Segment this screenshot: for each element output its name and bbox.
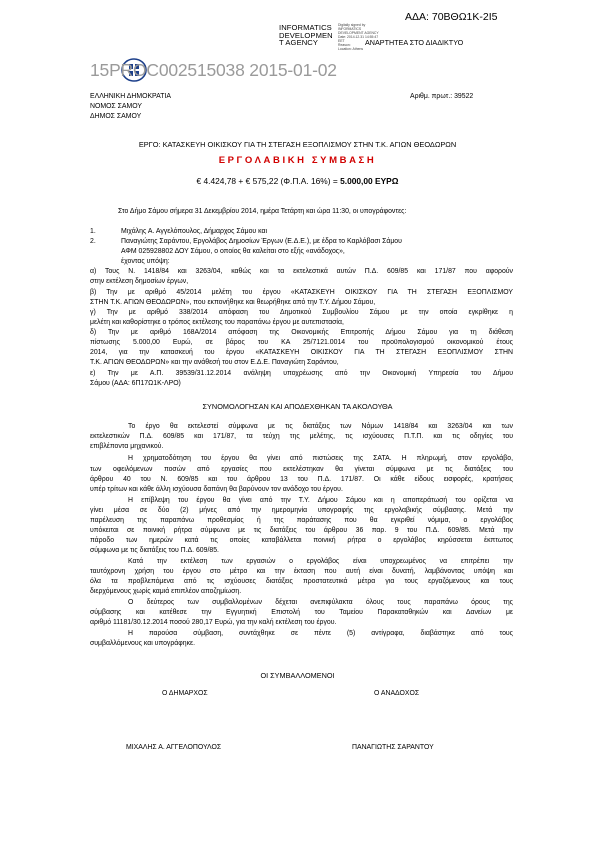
consideration-e-1: ε) Την με Α.Π. 39539/31.12.2014 ανάληψη υποχρέωσης από την Οικονομική Υπηρεσία του Δήμου: [90, 370, 513, 377]
para-1-line-2: εκτελεστικών Π.Δ. 609/85 και 171/87, τα τεύχη της μελέτης, τις ισχύουσες Π.Τ.Π. και τις οδηγίες του: [90, 433, 513, 440]
project-title: ΕΡΓΟ: ΚΑΤΑΣΚΕΥΗ ΟΙΚΙΣΚΟΥ ΓΙΑ ΤΗ ΣΤΕΓΑΣΗ ΕΞΟΠΛΙΣΜΟΥ ΣΤΗΝ Τ.Κ. ΑΓΙΩΝ ΘΕΟΔΩΡΩΝ: [138, 140, 457, 149]
para-5-line-2: σύμβασης και κατέθεσε την Εγγυητική Επιστολή του Ταμείου Παρακαταθηκών και Δανείων με: [90, 609, 513, 616]
party-2-text-1: Παναγιώτης Σαράντου, Εργολάβος Δημοσίων Έργων (Ε.Δ.Ε.), με έδρα το Καρλόβασι Σάμου: [121, 238, 402, 245]
contractor-name: ΠΑΝΑΓΙΩΤΗΣ ΣΑΡΑΝΤΟΥ: [352, 744, 434, 751]
para-3-line-5: πάροδο των ημερών κατά τις οποίες καταβάλλεται ποινική ρήτρα ο εργολάβος κηρύσσεται έκπτωτος: [90, 537, 513, 544]
consideration-c-2: μελέτη και καθορίστηκε ο τρόπος εκτέλεσης του παραπάνω έργου με αυτεπιστασία,: [90, 319, 344, 326]
para-3-line-6: σύμφωνα με τις διατάξεις του Π.Δ. 609/85.: [90, 547, 219, 554]
having-in-mind: έχοντας υπόψη:: [121, 258, 170, 265]
para-3-line-2: γίνει μέσα σε δύο (2) μήνες από την ημερομηνία υπογραφής της εργολαβικής σύμβασης. Μετά την: [90, 507, 513, 514]
consideration-a-2: στην εκτέλεση δημοσίων έργων,: [90, 278, 189, 285]
contractor-role: Ο ΑΝΑΔΟΧΟΣ: [374, 690, 420, 697]
para-3-line-3: παρέλευση της παραπάνω προθεσμίας ή της παράτασης που θα εγκριθεί νόμιμα, ο εργολάβος: [90, 517, 513, 524]
party-2-number: 2.: [90, 238, 96, 245]
contract-title: ΕΡΓΟΛΑΒΙΚΗ ΣΥΜΒΑΣΗ: [218, 155, 377, 166]
issuer-line-1: ΕΛΛΗΝΙΚΗ ΔΗΜΟΚΡΑΤΙΑ: [90, 93, 171, 100]
party-1-text: Μιχάλης Α. Αγγελόπουλος, Δήμαρχος Σάμου και: [121, 228, 267, 235]
para-1-line-3: επιβλέποντα μηχανικού.: [90, 443, 164, 450]
digital-signature-stamp: Digitally signed by INFORMATICS DEVELOPMENT AGENCY Date: 2014.12.31 14:55:47 EET Reason: Location: Athens: [338, 23, 379, 51]
ada-code: ΑΔΑ: 70ΒΘΩ1Κ-2Ι5: [405, 11, 498, 23]
issuer-line-2: ΝΟΜΟΣ ΣΑΜΟΥ: [90, 103, 142, 110]
para-4-line-1: Κατά την εκτέλεση των εργασιών ο εργολάβος είναι υποχρεωμένος να επιτρέπει την: [128, 558, 513, 565]
para-4-line-4: διερχόμενους χωρίς καμιά επιπλέον αποζημίωση.: [90, 588, 242, 595]
para-2-line-1: Η χρηματοδότηση του έργου θα γίνει από πιστώσεις της ΣΑΤΑ. Η πληρωμή, στον εργολάβο,: [128, 455, 513, 462]
para-6-line-2: συμβαλλόμενους και υπογράφηκε.: [90, 640, 196, 647]
para-4-line-2: ταυτόχρονη χρήση του έργου στο μέτρο και την έκταση που αυτή είναι δυνατή, λαμβάνοντας υπόψη και: [90, 568, 513, 575]
consideration-a-1: α) Τους Ν. 1418/84 και 3263/04, καθώς και τα εκτελεστικά αυτών Π.Δ. 609/85 και 171/87 που αφορούν: [90, 268, 513, 275]
para-5-line-1: Ο δεύτερος των συμβαλλομένων δέχεται ανεπιφύλακτα όλους τους παραπάνω όρους της: [128, 599, 513, 606]
para-2-line-2: των οφειλόμενων ποσών από εργασίες που εκτελέστηκαν θα γίνεται σύμφωνα με τις διατάξεις του: [90, 466, 513, 473]
para-5-line-3: αριθμό 11181/30.12.2014 ποσού 280,17 Ευρώ, για την καλή εκτέλεση του έργου.: [90, 619, 337, 626]
iat-label-1: INFORMATICS: [279, 23, 332, 32]
consideration-d-4: Τ.Κ. ΑΓΙΩΝ ΘΕΟΔΩΡΩΝ» και την ανάθεσή του στον Ε.Δ.Ε. Παναγιώτη Σαράντου,: [90, 359, 339, 366]
consideration-e-2: Σάμου (ΑΔΑ: 6Π17Ω1Κ-ΛΡΟ): [90, 380, 181, 387]
agreed-heading: ΣΥΝΟΜΟΛΟΓΗΣΑΝ ΚΑΙ ΑΠΟΔΕΧΘΗΚΑΝ ΤΑ ΑΚΟΛΟΥΘΑ: [202, 402, 393, 411]
posted-online-notice: ΑΝΑΡΤΗΤΕΑ ΣΤΟ ΔΙΑΔΙΚΤΥΟ: [365, 38, 464, 47]
para-3-line-1: Η επίβλεψη του έργου θα γίνει από την Τ.Υ. Δήμου Σάμου και η αποπεράτωσή του ορίζεται να: [128, 497, 513, 504]
intro-text: Στο Δήμο Σάμου σήμερα 31 Δεκεμβρίου 2014, ημέρα Τετάρτη και ώρα 11:30, οι υπογράφοντες:: [118, 208, 407, 215]
iat-label-2: DEVELOPMEN: [279, 30, 333, 40]
protocol-number: Αριθμ. πρωτ.: 39522: [410, 93, 474, 100]
consideration-b-1: β) Την με αριθμό 45/2014 μελέτη του έργου «ΚΑΤΑΣΚΕΥΗ ΟΙΚΙΣΚΟΥ ΓΙΑ ΤΗ ΣΤΕΓΑΣΗ ΕΞΟΠΛΙΣΜΟΥ: [90, 289, 513, 296]
signatories-heading: ΟΙ ΣΥΜΒΑΛΛΟΜΕΝΟΙ: [260, 671, 335, 680]
issuer-line-3: ΔΗΜΟΣ ΣΑΜΟΥ: [90, 113, 142, 120]
consideration-d-2: πίστωσης 5.000,00 Ευρώ, σε βάρος του ΚΑ 25/7121.0014 του προϋπολογισμού οικονομικού έτους: [90, 339, 513, 346]
para-6-line-1: Η παρούσα σύμβαση, συντάχθηκε σε πέντε (5) αντίγραφα, διαβάστηκε από τους: [128, 630, 513, 637]
watermark-text: 15PROC002515038 2015-01-02: [90, 60, 337, 80]
contract-amount: € 4.424,78 + € 575,22 (Φ.Π.Α. 16%) = 5.000,00 ΕΥΡΩ: [196, 176, 399, 186]
mayor-role: Ο ΔΗΜΑΡΧΟΣ: [162, 690, 208, 697]
para-2-line-3: άρθρου 40 του Ν. 609/85 και του άρθρου 13 του Π.Δ. 171/87. Οι κάθε είδους εισφορές, κρατήσεις: [90, 476, 513, 483]
para-1-line-1: Το έργο θα εκτελεστεί σύμφωνα με τις διατάξεις των Νόμων 1418/84 και 3263/04 και των: [128, 423, 513, 430]
para-4-line-3: όλα τα προβλεπόμενα από τις ισχύουσες διατάξεις προστατευτικά μέτρα για τους εργαζόμενους και τους: [90, 578, 513, 585]
para-2-line-4: υπέρ τρίτων και κάθε άλλη ισχύουσα δαπάνη θα βαρύνουν τον ανάδοχο του έργου.: [90, 486, 343, 493]
consideration-d-1: δ) Την με αριθμό 168Α/2014 απόφαση της Οικονομικής Επιτροπής Δήμου Σάμου για τη διάθεση: [90, 329, 513, 336]
para-3-line-4: υπόκειται σε ποινική ρήτρα σύμφωνα με τις διατάξεις του άρθρου 36 παρ. 9 του Π.Δ. 609/85. Μετά την: [90, 527, 513, 534]
consideration-b-2: ΣΤΗΝ Τ.Κ. ΑΓΙΩΝ ΘΕΟΔΩΡΩΝ», που εκπονήθηκε και θεωρήθηκε από την Τ.Υ. Δήμου Σάμου,: [90, 299, 376, 306]
consideration-c-1: γ) Την με αριθμό 338/2014 απόφαση του Δημοτικού Συμβουλίου Σάμου με την οποία εγκρίθηκε η: [90, 309, 513, 316]
consideration-d-3: 2014, για την κατασκευή του έργου «ΚΑΤΑΣΚΕΥΗ ΟΙΚΙΣΚΟΥ ΓΙΑ ΤΗ ΣΤΕΓΑΣΗ ΕΞΟΠΛΙΣΜΟΥ ΣΤΗΝ: [90, 349, 513, 356]
party-2-text-2: ΑΦΜ 025928802 ΔΟΥ Σάμου, ο οποίος θα καλείται στο εξής «ανάδοχος»,: [121, 248, 345, 255]
party-1-number: 1.: [90, 228, 96, 235]
iat-label-3: T AGENCY: [279, 38, 319, 47]
mayor-name: ΜΙΧΑΛΗΣ Α. ΑΓΓΕΛΟΠΟΥΛΟΣ: [126, 744, 222, 751]
